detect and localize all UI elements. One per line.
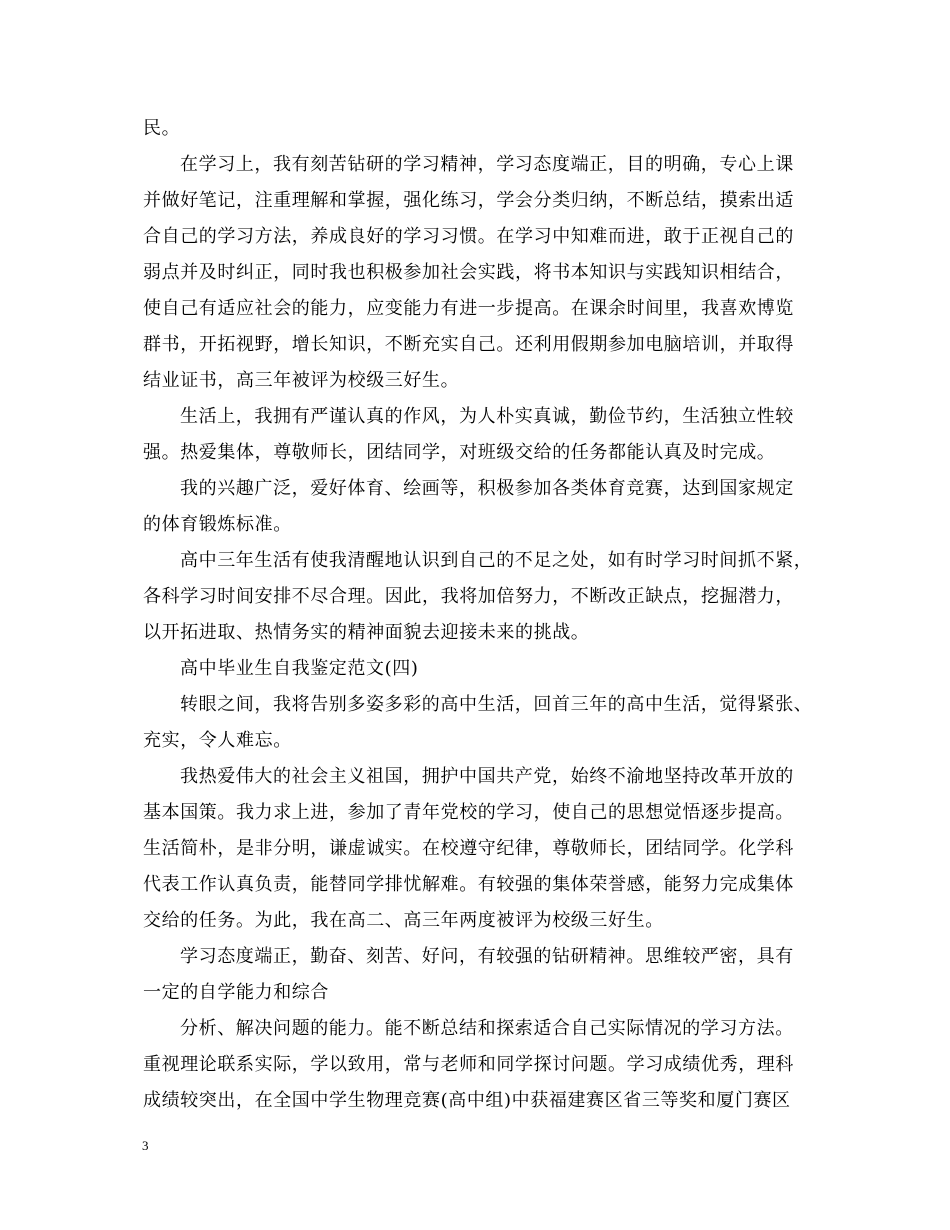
- text-line: 重视理论联系实际，学以致用，常与老师和同学探讨问题。学习成绩优秀，理科: [143, 1054, 794, 1075]
- text-line: 合自己的学习方法，养成良好的学习习惯。在学习中知难而进，敢于正视自己的: [143, 226, 794, 247]
- paragraph-start-line: 转眼之间，我将告别多姿多彩的高中生活，回首三年的高中生活，觉得紧张、: [180, 694, 813, 715]
- paragraph-start-line: 分析、解决问题的能力。能不断总结和探索适合自己实际情况的学习方法。: [180, 1018, 794, 1039]
- text-line: 使自己有适应社会的能力，应变能力有进一步提高。在课余时间里，我喜欢博览: [143, 298, 794, 319]
- paragraph-start-line: 学习态度端正，勤奋、刻苦、好问，有较强的钻研精神。思维较严密，具有: [180, 946, 794, 967]
- text-line: 结业证书，高三年被评为校级三好生。: [143, 370, 460, 391]
- text-line: 弱点并及时纠正，同时我也积极参加社会实践，将书本知识与实践知识相结合，: [143, 262, 794, 283]
- text-line: 成绩较突出，在全国中学生物理竞赛(高中组)中获福建赛区省三等奖和厦门赛区: [143, 1090, 791, 1111]
- page-number: 3: [142, 1138, 149, 1153]
- text-line: 的体育锻炼标准。: [143, 514, 292, 535]
- text-line: 生活简朴，是非分明，谦虚诚实。在校遵守纪律，尊敬师长，团结同学。化学科: [143, 838, 794, 859]
- paragraph-start-line: 我热爱伟大的社会主义祖国，拥护中国共产党，始终不渝地坚持改革开放的: [180, 766, 794, 787]
- paragraph-start-line: 高中三年生活有使我清醒地认识到自己的不足之处，如有时学习时间抓不紧，: [180, 550, 813, 571]
- paragraph-start-line: 生活上，我拥有严谨认真的作风，为人朴实真诚，勤俭节约，生活独立性较: [180, 406, 794, 427]
- text-line: 以开拓进取、热情务实的精神面貌去迎接未来的挑战。: [143, 622, 590, 643]
- text-line: 一定的自学能力和综合: [143, 982, 329, 1003]
- text-line: 基本国策。我力求上进，参加了青年党校的学习，使自己的思想觉悟逐步提高。: [143, 802, 794, 823]
- text-line: 强。热爱集体，尊敬师长，团结同学，对班级交给的任务都能认真及时完成。: [143, 442, 776, 463]
- paragraph-start-line: 在学习上，我有刻苦钻研的学习精神，学习态度端正，目的明确，专心上课: [180, 154, 794, 175]
- text-line: 各科学习时间安排不尽合理。因此，我将加倍努力，不断改正缺点，挖掘潜力，: [143, 586, 794, 607]
- text-line: 交给的任务。为此，我在高二、高三年两度被评为校级三好生。: [143, 910, 664, 931]
- text-line: 代表工作认真负责，能替同学排忧解难。有较强的集体荣誉感，能努力完成集体: [143, 874, 794, 895]
- text-line: 并做好笔记，注重理解和掌握，强化练习，学会分类归纳，不断总结，摸索出适: [143, 190, 794, 211]
- text-line: 充实，令人难忘。: [143, 730, 292, 751]
- section-heading: 高中毕业生自我鉴定范文(四): [180, 658, 419, 679]
- paragraph-start-line: 我的兴趣广泛，爱好体育、绘画等，积极参加各类体育竞赛，达到国家规定: [180, 478, 794, 499]
- text-line: 群书，开拓视野，增长知识，不断充实自己。还利用假期参加电脑培训，并取得: [143, 334, 794, 355]
- text-line: 民。: [143, 118, 181, 139]
